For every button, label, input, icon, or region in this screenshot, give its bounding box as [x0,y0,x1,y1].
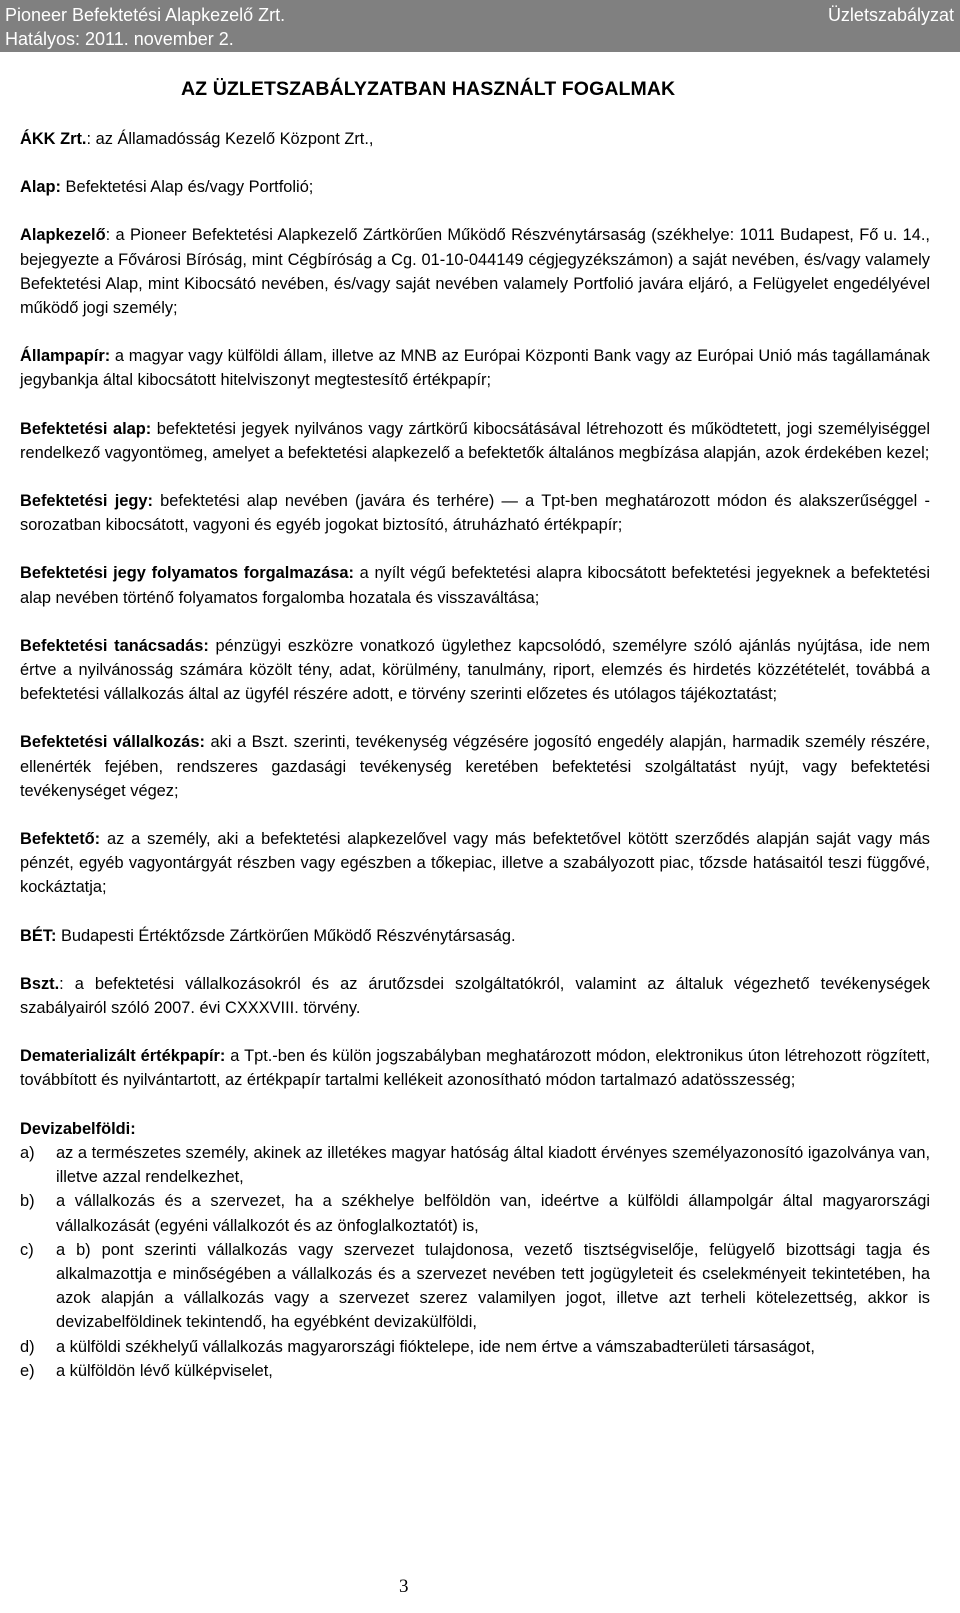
definition-term: Alapkezelő [20,226,106,245]
definition-befekteto [20,827,930,900]
definition-text: a nyílt végű befektetési alapra kibocsátott befektetési jegyeknek a befektetési alap nevében történő folyamatos forgalomba hozatala és visszaváltása; [20,564,930,607]
definition-term: Bszt. [20,974,60,993]
definition-befektetesi-alap [20,417,930,465]
header-effective-date: Hatályos: 2011. november 2. [5,29,234,49]
list-item [20,1189,930,1237]
definition-term: ÁKK Zrt. [20,130,87,148]
definition-text: befektetési alap nevében (javára és terhére) — a Tpt-ben meghatározott módon és alakszerűséggel - sorozatban kibocsátott, vagyoni és egyéb jogokat biztosító, átruházható értékpapír; [20,492,930,535]
list-item [20,1335,930,1359]
definition-text: a Tpt.-ben és külön jogszabályban meghatározott módon, elektronikus úton létrehozott rögzített, továbbított és nyilvántartott, az értékpapír tartalmi kellékeit azonosítható módon tartalmazó adatösszesség; [20,1047,930,1090]
definition-text: : az Államadósság Kezelő Központ Zrt., [86,130,374,148]
definition-akk [20,127,930,151]
page-header [0,0,960,52]
list-item-text: a vállalkozás és a szervezet, ha a székhelye belföldön van, ideértve a külföldi állampolgár által magyarországi vállalkozását (egyéni vállalkozót és az önfoglalkoztatót) is, [56,1192,930,1235]
definition-tanacsadas [20,634,930,707]
definition-term: Dematerializált értékpapír: [20,1047,226,1066]
definition-text: : a Pioneer Befektetési Alapkezelő Zártkörűen Működő Részvénytársaság (székhelye: 1011 Budapest, Fő u. 14., bejegyezte a Fővárosi Bíróság, mint Cégbíróság a Cg. 01-10-044149 cégjegyzékszámon) a saját nevében, és/vagy valamely Befektetési Alap, mint Kibocsátó nevében, és/vagy saját nevében valamely Portfolió javára eljáró, a Felügyelet engedélyével működő jogi személy; [20,226,930,318]
list-item [20,1141,930,1189]
page-number: 3 [399,1576,409,1597]
list-marker: c) [20,1240,34,1259]
devizabelfoldi-list [20,1141,930,1383]
header-document-name: Üzletszabályzat [827,5,954,25]
definition-vallalkozas [20,730,930,803]
list-item-text: a b) pont szerinti vállalkozás vagy szervezet tulajdonosa, vezető tisztségviselője, felügyelő bizottsági tagja és alkalmazottja e minőségében a vállalkozás és a szervezet nevében tett jogügyleteit és cselekményeit tekintetében, ha azok alapján a vállalkozás vagy a szervezet szerez valamilyen jogot, illetve azt terheli kötelezettség, akkor is devizabelföldinek tekintendő, ha egyébként devizakülföldi, [56,1240,930,1332]
header-company: Pioneer Befektetési Alapkezelő Zrt. [5,5,286,25]
list-item-text: a külföldön lévő külképviselet, [56,1361,273,1380]
list-marker: b) [20,1192,35,1211]
definition-text: Budapesti Értéktőzsde Zártkörűen Működő Részvénytársaság. [56,926,516,945]
list-item-text: a külföldi székhelyű vállalkozás magyarországi fióktelepe, ide nem értve a vámszabadterületi társaságot, [56,1337,815,1356]
list-item [20,1238,930,1335]
definition-dematerializalt [20,1044,930,1092]
definition-bszt [20,972,930,1020]
list-marker: e) [20,1361,35,1380]
definition-term: Befektetési jegy folyamatos forgalmazása: [20,564,354,583]
list-item [20,1359,930,1383]
definition-text: pénzügyi eszközre vonatkozó ügylethez kapcsolódó, személyre szóló ajánlás nyújtása, ide nem értve a nyilvánosság számára közölt tény, adat, körülmény, tanulmány, riport, elemzés és hirdetés közzétételét, továbbá a befektetési vállalkozás által az ügyfél részére adott, e törvény szerinti előzetes és utólagos tájékoztatást; [20,636,930,704]
definition-text: Befektetési Alap és/vagy Portfolió; [60,178,314,197]
definition-allampapir [20,344,930,392]
definition-befektetesi-jegy [20,489,930,537]
definition-term: Befektető: [20,830,101,849]
list-marker: d) [20,1337,35,1356]
definition-term: Befektetési vállalkozás: [20,733,206,752]
definition-alapkezelo [20,223,930,320]
definition-bet [20,924,930,948]
page-title: AZ ÜZLETSZABÁLYZATBAN HASZNÁLT FOGALMAK [181,78,676,100]
definition-text: aki a Bszt. szerinti, tevékenység végzésére jogosító engedély alapján, harmadik személy részére, ellenérték fejében, rendszeres gazdasági tevékenység keretében befektetési szolgáltatást nyújt, vagy befektetési tevékenységet végez; [20,733,930,800]
definitions-content [20,127,930,1383]
definition-text: az a személy, aki a befektetési alapkezelővel vagy más befektetővel kötött szerződés alapján saját vagy más pénzét, egyéb vagyontárgyát részben vagy egészben a tőkepiac, illetve a szabályozott piac, tőzsde hatásaitól teszi függővé, kockáztatja; [20,830,930,897]
definition-term: Állampapír: [20,347,111,366]
definition-text: a magyar vagy külföldi állam, illetve az MNB az Európai Központi Bank vagy az Európai Unió más tagállamának jegybankja által kibocsátott hitelviszonyt megtestesítő értékpapír; [20,347,930,390]
definition-term: Befektetési alap: [20,419,152,438]
list-marker: a) [20,1143,35,1162]
definition-term: Befektetési jegy: [20,492,153,511]
definition-devizabelfoldi-term: Devizabelföldi: [20,1119,136,1138]
list-item-text: az a természetes személy, akinek az illetékes magyar hatóság által kiadott érvényes személyazonosító igazolványa van, illetve azzal rendelkezhet, [56,1143,930,1187]
definition-text: befektetési jegyek nyilvános vagy zártkörű kibocsátásával létrehozott és működtetett, jogi személyiséggel rendelkező vagyontömeg, amelyet a befektetési alapkezelő a befektetők általános megbízása alapján, azok érdekében kezel; [20,419,930,462]
definition-folyamatos-forgalmazas [20,561,930,609]
definition-term: Alap: [20,178,61,197]
definition-term: Befektetési tanácsadás: [20,636,209,655]
definition-text: : a befektetési vállalkozásokról és az árutőzsdei szolgáltatókról, valamint az általuk végezhető tevékenységek szabályairól szóló 2007. évi CXXXVIII. törvény. [20,974,930,1018]
definition-alap [20,175,930,199]
definition-term: BÉT: [20,926,57,945]
